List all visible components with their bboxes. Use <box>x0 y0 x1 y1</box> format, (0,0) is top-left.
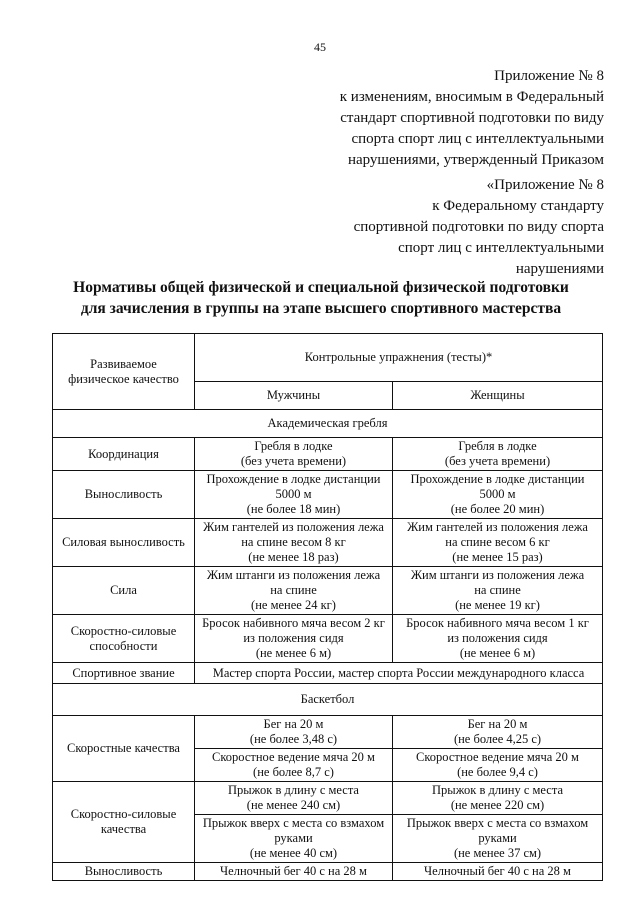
test-line: (не менее 24 кг) <box>251 598 336 612</box>
test-line: Бросок набивного мяча весом 1 кг <box>406 616 589 630</box>
rank-value: Мастер спорта России, мастер спорта России международного класса <box>212 665 585 680</box>
header-quality-line: физическое качество <box>68 371 179 386</box>
men-test-cell <box>195 567 393 615</box>
women-test-cell <box>393 615 603 663</box>
test-line: (без учета времени) <box>240 454 347 468</box>
men-test-cell <box>195 519 393 567</box>
test-line: Прыжок вверх с места со взмахом <box>406 816 589 830</box>
appendix-line: спорт лиц с интеллектуальными <box>398 240 604 256</box>
quality-text: Выносливость <box>84 864 163 878</box>
page-number: 45 <box>314 40 326 54</box>
quality-text: Спортивное звание <box>72 665 175 680</box>
rank-value-cell <box>195 663 603 684</box>
appendix-line: к изменениям, вносимым в Федеральный <box>339 89 604 105</box>
table-row <box>53 782 603 815</box>
test-line: (не менее 6 м) <box>459 646 536 660</box>
table-row <box>53 471 603 519</box>
test-line: из положения сидя <box>243 631 344 645</box>
quality-cell <box>53 471 195 519</box>
test-line: Бег на 20 м <box>263 717 324 731</box>
appendix-line: Приложение № 8 <box>494 68 604 84</box>
test-line: Челночный бег 40 с на 28 м <box>424 864 571 878</box>
test-line: (не более 20 мин) <box>450 502 545 516</box>
header-tests-label: Контрольные упражнения (тесты)* <box>304 350 493 364</box>
test-line: Жим гантелей из положения лежа <box>407 520 588 534</box>
header-quality-cell <box>53 334 195 410</box>
title-line: для зачисления в группы на этапе высшего спортивного мастерства <box>80 300 562 317</box>
quality-text: Скоростные качества <box>67 741 180 755</box>
test-line: (не более 9,4 с) <box>457 765 538 779</box>
table-row <box>53 863 603 881</box>
test-line: (не менее 40 см) <box>249 846 338 860</box>
quality-cell <box>53 863 195 881</box>
title-line: Нормативы общей физической и специальной физической подготовки <box>73 279 569 296</box>
test-line: (не более 8,7 с) <box>253 765 334 779</box>
quality-text: качества <box>100 822 147 836</box>
test-line: (не менее 6 м) <box>255 646 332 660</box>
section-row-basketball <box>53 684 603 716</box>
men-test-cell <box>195 438 393 471</box>
test-line: (не менее 18 раз) <box>248 550 339 564</box>
women-test-cell <box>393 716 603 749</box>
appendix-line: нарушениями <box>515 261 604 277</box>
appendix-line: нарушениями, утвержденный Приказом <box>347 152 604 168</box>
table-row <box>53 615 603 663</box>
appendix-line: спорта спорт лиц с интеллектуальными <box>351 131 604 147</box>
men-test-cell <box>195 815 393 863</box>
header-tests-cell <box>195 334 603 382</box>
test-line: (не менее 37 см) <box>453 846 542 860</box>
test-line: (не более 3,48 с) <box>249 732 338 746</box>
quality-cell <box>53 438 195 471</box>
table-row <box>53 716 603 749</box>
test-line: Прыжок в длину с места <box>432 783 563 797</box>
test-line: Жим штанги из положения лежа <box>206 568 381 582</box>
test-line: Скоростное ведение мяча 20 м <box>212 750 375 764</box>
test-line: 5000 м <box>479 487 516 501</box>
women-test-cell <box>393 567 603 615</box>
test-line: (не более 18 мин) <box>246 502 341 516</box>
men-test-cell <box>195 749 393 782</box>
header-men-label: Мужчины <box>266 388 321 402</box>
women-test-cell <box>393 782 603 815</box>
table-row <box>53 567 603 615</box>
test-line: Прохождение в лодке дистанции <box>410 472 585 486</box>
quality-cell <box>53 663 195 684</box>
test-line: 5000 м <box>275 487 312 501</box>
women-test-cell <box>393 438 603 471</box>
women-test-cell <box>393 471 603 519</box>
quality-cell <box>53 782 195 863</box>
test-line: Челночный бег 40 с на 28 м <box>220 864 367 878</box>
quality-cell <box>53 615 195 663</box>
men-test-cell <box>195 863 393 881</box>
test-line: (без учета времени) <box>444 454 551 468</box>
quality-text: Выносливость <box>84 487 163 501</box>
test-line: Прыжок вверх с места со взмахом <box>202 816 385 830</box>
quality-text: Скоростно-силовые <box>70 623 177 638</box>
header-men-cell <box>195 382 393 410</box>
appendix-block-amendments <box>340 66 604 171</box>
appendix-line: «Приложение № 8 <box>486 177 604 193</box>
table-row-rank <box>53 663 603 684</box>
table-row <box>53 438 603 471</box>
header-quality-line: Развиваемое <box>90 356 157 371</box>
test-line: Прыжок в длину с места <box>228 783 359 797</box>
test-line: (не более 4,25 с) <box>453 732 542 746</box>
test-line: на спине весом 6 кг <box>445 535 550 549</box>
section-title-cell <box>53 684 603 716</box>
test-line: (не менее 220 см) <box>450 798 545 812</box>
men-test-cell <box>195 716 393 749</box>
section-row-rowing <box>53 410 603 438</box>
quality-cell <box>53 567 195 615</box>
table-row <box>53 519 603 567</box>
quality-text: Сила <box>110 583 137 597</box>
test-line: из положения сидя <box>447 631 548 645</box>
norms-table <box>52 333 603 881</box>
women-test-cell <box>393 519 603 567</box>
test-line: Скоростное ведение мяча 20 м <box>416 750 579 764</box>
test-line: Жим штанги из положения лежа <box>410 568 585 582</box>
section-title: Академическая гребля <box>267 416 388 430</box>
test-line: на спине <box>270 583 317 597</box>
test-line: Гребля в лодке <box>254 439 333 453</box>
appendix-line: к Федеральному стандарту <box>432 198 604 214</box>
appendix-line: стандарт спортивной подготовки по виду <box>340 110 604 126</box>
test-line: Прохождение в лодке дистанции <box>206 472 381 486</box>
quality-text: способности <box>89 638 158 653</box>
quality-cell <box>53 519 195 567</box>
test-line: Жим гантелей из положения лежа <box>203 520 384 534</box>
women-test-cell <box>393 815 603 863</box>
header-women-cell <box>393 382 603 410</box>
test-line: Бросок набивного мяча весом 2 кг <box>202 616 385 630</box>
test-line: на спине весом 8 кг <box>241 535 346 549</box>
test-line: руками <box>274 831 313 845</box>
quality-cell <box>53 716 195 782</box>
men-test-cell <box>195 782 393 815</box>
test-line: Гребля в лодке <box>458 439 537 453</box>
test-line: (не менее 240 см) <box>246 798 341 812</box>
quality-text: Силовая выносливость <box>62 535 185 549</box>
test-line: (не менее 19 кг) <box>455 598 540 612</box>
men-test-cell <box>195 471 393 519</box>
test-line: на спине <box>474 583 521 597</box>
header-women-label: Женщины <box>470 388 525 402</box>
women-test-cell <box>393 863 603 881</box>
quality-text: Скоростно-силовые <box>70 807 177 821</box>
document-title <box>40 277 602 319</box>
appendix-block-standard <box>354 175 604 280</box>
test-line: руками <box>478 831 517 845</box>
quality-text: Координация <box>88 446 159 461</box>
appendix-line: спортивной подготовки по виду спорта <box>353 219 604 235</box>
women-test-cell <box>393 749 603 782</box>
section-title: Баскетбол <box>300 692 355 706</box>
test-line: (не менее 15 раз) <box>452 550 543 564</box>
test-line: Бег на 20 м <box>467 717 528 731</box>
section-title-cell <box>53 410 603 438</box>
table-header-row <box>53 334 603 382</box>
men-test-cell <box>195 615 393 663</box>
